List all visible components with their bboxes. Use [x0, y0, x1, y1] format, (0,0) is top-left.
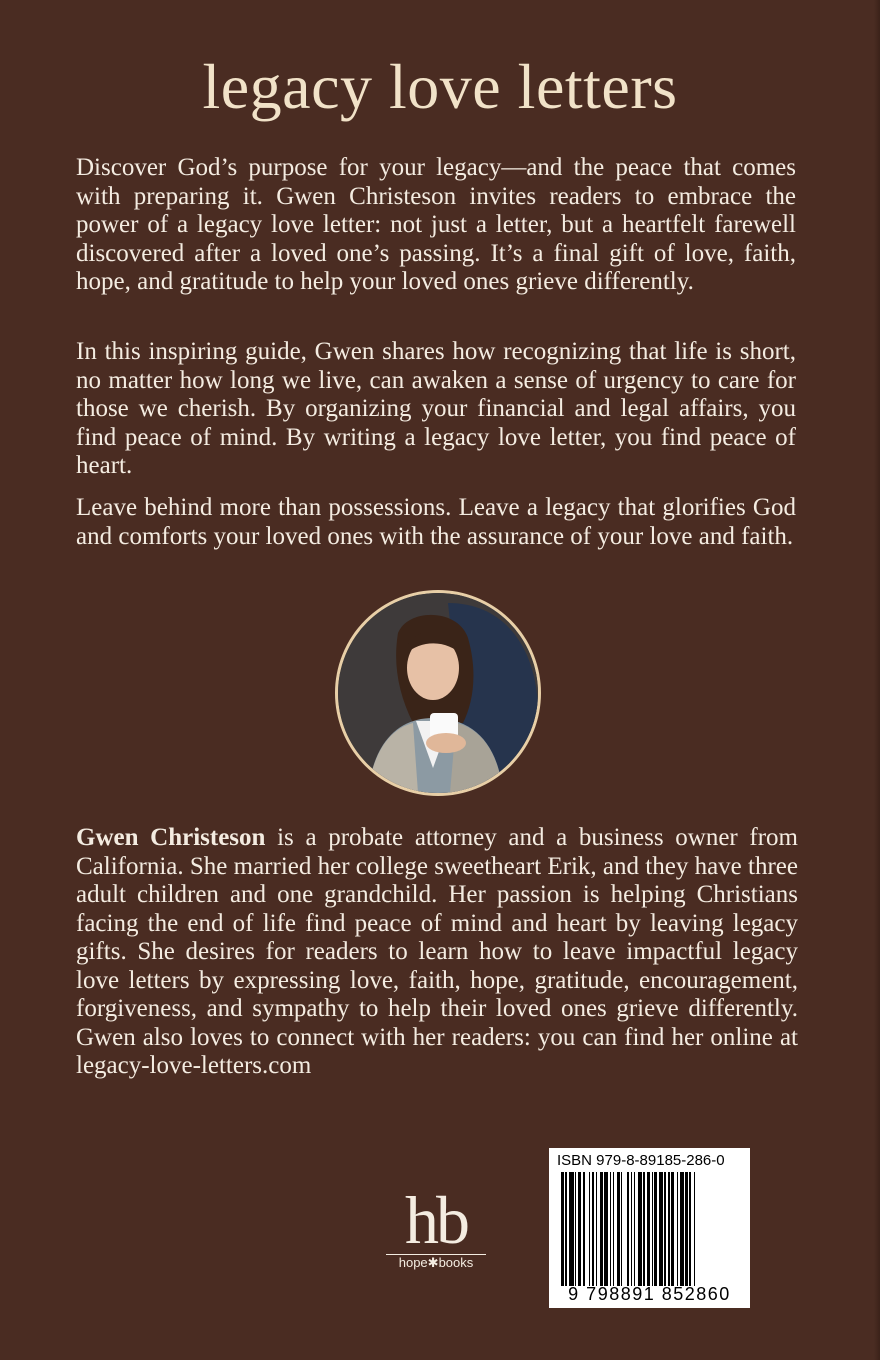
publisher-name-left: hope [398, 1255, 428, 1270]
publisher-mark: hb [405, 1182, 467, 1258]
asterisk-icon: ✱ [427, 1255, 439, 1270]
publisher-name [386, 1254, 486, 1270]
publisher-logo [386, 1182, 486, 1276]
author-photo-icon [338, 593, 538, 793]
isbn-label: ISBN 979-8-89185-286-0 [557, 1152, 725, 1169]
description-paragraph-1: Discover God’s purpose for your legacy—and the peace that comes with preparing it. Gwen Christeson invites readers to embrace the power of a legacy love letter: not just a letter, but a heartfelt farewell discovered after a loved one’s passing. It’s a final gift of love, faith, hope, and gratitude to help your loved ones grieve differently. [76, 154, 796, 295]
description-paragraph-3: Leave behind more than possessions. Leave a legacy that glorifies God and comforts your loved ones with the assurance of your love and faith. [76, 494, 796, 550]
barcode-box [549, 1148, 750, 1308]
author-bio [76, 824, 798, 1081]
author-name: Gwen Christeson [76, 824, 266, 851]
barcode-bars-icon [561, 1172, 739, 1286]
spine-edge [874, 0, 880, 1360]
author-portrait [335, 590, 541, 796]
publisher-name-right: books [438, 1255, 474, 1270]
author-bio-text: is a probate attorney and a business owner from California. She married her college sweetheart Erik, and they have three adult children and one grandchild. Her passion is helping Christians facing the end of life find peace of mind and heart by leaving legacy gifts. She desires for readers to learn how to leave impactful legacy love letters by expressing love, faith, hope, gratitude, encouragement, forgiveness, and sympathy to help their loved ones grieve differently. Gwen also loves to connect with her readers: you can find her online at legacy-love-letters.com [76, 824, 798, 1079]
description-paragraph-2: In this inspiring guide, Gwen shares how recognizing that life is short, no matter how long we live, can awaken a sense of urgency to care for those we cherish. By organizing your financial and legal affairs, you find peace of mind. By writing a legacy love letter, you find peace of heart. [76, 338, 796, 479]
book-title: legacy love letters [202, 51, 678, 122]
barcode-digits: 9 798891 852860 [568, 1284, 731, 1304]
